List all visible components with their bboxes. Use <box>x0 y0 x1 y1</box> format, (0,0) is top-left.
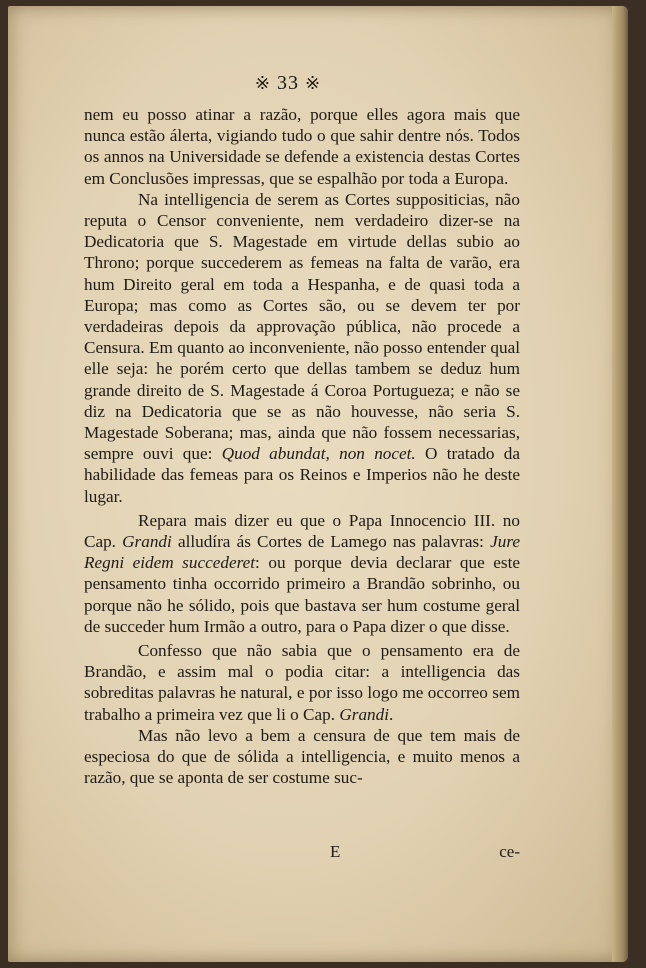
paragraph-4-text-b: . <box>389 704 394 724</box>
page-footer <box>84 842 520 866</box>
page-header <box>8 72 568 95</box>
page-number: 33 <box>277 72 299 94</box>
chapter-reference: Grandi <box>122 532 172 552</box>
paragraph-2-text-b: O tratado da habilidade das femeas para os Reinos e Imperios não he deste lugar. <box>84 444 520 506</box>
paragraph-3-text-c: : ou porque devia declarar que este pensamento tinha occorrido primeiro a Brandão sobrinho, ou porque não he sólido, pois que bastava ser hum costume geral de succeder hum Irmão a outro, para o Papa dizer o que disse. <box>84 553 521 636</box>
paragraph-2-text-a: Na intelligencia de serem as Cortes suppositicias, não reputa o Censor conveniente, nem verdadeiro dizer-se na Dedicatoria que S. Magestade em virtude dellas subio ao Throno; porque succederem as femeas na falta de varão, era hum Direito geral em toda a Hespanha, e de quasi toda a Europa; mas como as Cortes são, ou se devem ter por verdadeiras depois da approvação pública, não procede a Censura. Em quanto ao inconveniente, não posso entender qual elle seja: he porém certo que dellas tambem se deduz hum grande direito de S. Magestade á Coroa Portugueza; e não se diz na Dedicatoria que se as não houvesse, não seria S. Magestade Soberana; mas, ainda que não fossem necessarias, sempre ouvi que: <box>84 189 520 464</box>
page-edge <box>612 6 628 962</box>
paragraph-3-text-b: alludíra ás Cortes de Lamego nas palavras: <box>171 532 491 552</box>
paragraph-3-text-a: Repara mais dizer eu que o Papa Innocencio III. no Cap. <box>84 510 520 552</box>
chapter-reference: Grandi <box>339 704 390 724</box>
ornament-right-icon: ※ <box>305 73 322 93</box>
body-text <box>84 104 520 789</box>
paragraph-2 <box>84 189 520 507</box>
ornament-left-icon: ※ <box>254 73 271 93</box>
book-page <box>8 6 628 962</box>
latin-quote: Quod abundat, non nocet. <box>221 444 416 464</box>
paragraph-4 <box>84 640 520 725</box>
paragraph-1: nem eu posso atinar a razão, porque elles agora mais que nunca estão álerta, vigiando tudo o que sahir dentre nós. Todos os annos na Universidade se defende a existencia destas Cortes em Conclusões impressas, que se espalhão por toda a Europa. <box>84 105 520 188</box>
latin-phrase: Jure Regni eidem succederet <box>84 532 520 573</box>
paragraph-5: Mas não levo a bem a censura de que tem mais de especiosa do que de sólida a intelligencia, e muito menos a razão, que se aponta de ser costume suc- <box>84 725 520 788</box>
signature-mark: E <box>330 842 341 861</box>
paragraph-4-text-a: Confesso que não sabia que o pensamento era de Brandão, e assim mal o podia citar: a intelligencia das sobreditas palavras he natural, e por isso logo me occorreo sem trabalho a primeira vez que li o Cap. <box>84 641 520 724</box>
paragraph-3 <box>84 510 520 637</box>
catchword: ce- <box>499 842 520 861</box>
